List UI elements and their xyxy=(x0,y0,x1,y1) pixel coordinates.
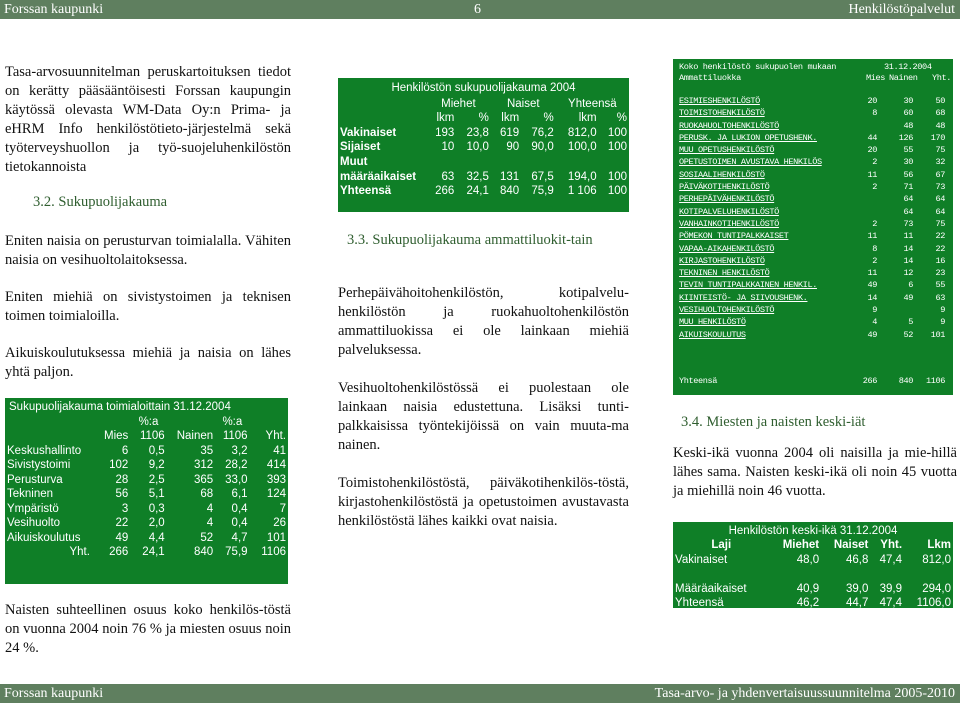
table-cell: 12 xyxy=(903,268,913,279)
table-cell: 14 xyxy=(903,243,913,254)
table-cell: 4,4 xyxy=(148,531,165,544)
staff-gender-2004-table xyxy=(338,78,629,212)
table-cell: 100 xyxy=(607,141,627,154)
section-heading-3-3: 3.3. Sukupuolijakauma ammattiluokit-tain xyxy=(347,232,593,248)
table-cell: Ympäristö xyxy=(7,502,59,515)
table-cell: 73 xyxy=(903,218,913,229)
table-row xyxy=(679,169,945,181)
table-cell: 194,0 xyxy=(567,170,597,183)
table-cell: 48 xyxy=(903,120,913,131)
table-cell: 414 xyxy=(266,459,286,471)
table-cell: 23 xyxy=(935,268,945,279)
occupation-label: PÄIVÄKOTIHENKILÖSTÖ xyxy=(679,182,770,193)
table-cell xyxy=(456,155,491,170)
occupation-label: SOSIAALIHENKILÖSTÖ xyxy=(679,169,765,180)
table-cell: 28 xyxy=(115,473,129,486)
table-date: 31.12.2004 xyxy=(884,62,932,72)
page-footer xyxy=(0,684,960,703)
table-row xyxy=(338,155,629,170)
table-cell: 6 xyxy=(121,444,129,457)
table-cell: Vakinaiset xyxy=(675,553,728,566)
occupation-label: ESIMIESHENKILÖSTÖ xyxy=(679,96,760,106)
table-cell: 6,1 xyxy=(231,488,248,500)
table-row xyxy=(679,218,945,230)
column-header xyxy=(338,111,426,126)
table-row xyxy=(679,144,945,156)
paragraph-most-men: Eniten miehiä on sivistystoimen ja teknisen toimen toimialoilla. xyxy=(5,289,291,324)
table-cell: 5 xyxy=(908,317,913,328)
table-cell: 22 xyxy=(115,517,129,529)
table-cell: 11 xyxy=(867,268,877,279)
table-cell xyxy=(556,155,599,170)
table-cell: 266 xyxy=(109,546,129,558)
table-cell: 20 xyxy=(867,145,877,156)
occupation-label: KOTIPALVELUHENKILÖSTÖ xyxy=(679,206,779,217)
footer-left: Forssan kaupunki xyxy=(4,686,104,701)
col-header-mies: Mies xyxy=(866,73,886,83)
table-cell: 24,1 xyxy=(142,546,165,558)
table-cell: 2,0 xyxy=(148,517,165,529)
table-cell: määräaikaiset xyxy=(340,170,417,183)
paragraph-mostly-women: Toimistohenkilöstöstä, päiväkotihenkilös-töstä, kirjastohenkilöstöstä ja opetustoimen avustavasta henkilöstöstä lähes kaikki ovat naisia. xyxy=(338,475,629,529)
table-cell: 64 xyxy=(935,206,945,217)
table-row xyxy=(5,516,288,531)
table-cell: 49 xyxy=(867,329,877,340)
table-cell: 32,5 xyxy=(466,170,489,183)
column-header: Naiset xyxy=(506,97,540,110)
table-header-row xyxy=(338,97,629,112)
table-row xyxy=(679,132,945,144)
table-cell: 68 xyxy=(935,108,945,119)
page-number: 6 xyxy=(474,2,481,17)
table-cell: 14 xyxy=(903,255,913,266)
table-cell: 7 xyxy=(279,502,286,515)
column-header: Naiset xyxy=(833,539,869,552)
table-cell: 5,1 xyxy=(148,488,165,500)
table-cell: 50 xyxy=(935,96,945,106)
paragraph-no-men: Perhepäivähoitohenkilöstön, kotipalvelu-henkilöstön ja ruokahuoltohenkilöstön ammattiluokissa ei ole lainkaan miehiä palveluksessa. xyxy=(338,285,629,358)
occupation-label: VESIHUOLTOHENKILÖSTÖ xyxy=(679,305,775,316)
table-cell: 619 xyxy=(500,126,520,139)
table-cell: 14 xyxy=(867,292,877,303)
occupation-label: VAPAA-AIKAHENKILÖSTÖ xyxy=(679,243,775,254)
table-cell: 46,2 xyxy=(796,597,820,610)
table-header-row xyxy=(338,111,629,126)
occupation-label: MUU HENKILÖSTÖ xyxy=(679,317,746,328)
table-row xyxy=(679,292,945,304)
table-cell: 1 106 xyxy=(567,185,597,198)
column-header xyxy=(250,415,288,430)
table-cell: 47,4 xyxy=(879,553,903,566)
table-row xyxy=(5,444,288,459)
table-cell: 67 xyxy=(935,169,945,180)
occupation-label: KIRJASTOHENKILÖSTÖ xyxy=(679,255,765,266)
table-cell xyxy=(599,155,629,170)
table-total-row xyxy=(5,545,288,560)
table-cell: 193 xyxy=(435,126,455,139)
table-cell: 101 xyxy=(930,329,945,340)
table-cell: 90,0 xyxy=(531,141,554,154)
table-cell: 10,0 xyxy=(466,141,489,154)
table-header-row xyxy=(5,429,288,444)
table-cell: 52 xyxy=(903,329,913,340)
table-cell: 30 xyxy=(903,96,913,106)
table-cell: 100 xyxy=(607,126,627,139)
column-header xyxy=(92,415,130,430)
table-cell: 28,2 xyxy=(225,459,248,471)
table-cell: 266 xyxy=(435,185,455,198)
table-cell: 393 xyxy=(266,473,286,486)
header-right: Henkilöstöpalvelut xyxy=(848,2,955,17)
table-row xyxy=(338,184,629,199)
table-title: Henkilöstön sukupuolijakauma 2004 xyxy=(391,82,576,94)
table-cell: 41 xyxy=(273,444,286,457)
occupation-label: VANHAINKOTIHENKILÖSTÖ xyxy=(679,218,779,229)
table-cell: 44 xyxy=(867,132,877,143)
table-cell: 33,0 xyxy=(225,473,248,486)
table-cell: Yht. xyxy=(69,546,90,558)
footer-right: Tasa-arvo- ja yhdenvertaisuussuunnitelma 2005-2010 xyxy=(654,686,955,701)
table-cell: 11 xyxy=(867,169,877,180)
table-cell: 0,4 xyxy=(231,517,248,529)
table-cell: 124 xyxy=(266,488,286,500)
table-row xyxy=(679,156,945,168)
table-cell: 0,4 xyxy=(231,502,248,515)
table-cell: 131 xyxy=(500,170,520,183)
column-header: Lkm xyxy=(927,539,951,552)
table-row xyxy=(679,255,945,267)
table-row xyxy=(338,140,629,155)
table-row xyxy=(679,95,945,107)
column-header: %:a xyxy=(138,415,159,428)
table-cell: Vesihuolto xyxy=(7,517,61,529)
table-cell: 8 xyxy=(872,243,877,254)
table-row xyxy=(673,596,953,610)
column-header: Mies xyxy=(104,430,129,442)
spacer-row xyxy=(673,567,953,581)
table-cell: Sivistystoimi xyxy=(7,459,71,471)
table-row xyxy=(338,170,629,185)
paragraph-average-age: Keski-ikä vuonna 2004 oli naisilla ja mie-hillä lähes sama. Naisten keski-ikä oli noin 45 vuotta ja miehillä noin 46 vuotta. xyxy=(673,445,957,499)
occupation-label: OPETUSTOIMEN AVUSTAVA HENKILÖS xyxy=(679,157,822,168)
section-heading-3-2: 3.2. Sukupuolijakauma xyxy=(33,194,168,210)
table-cell: 9,2 xyxy=(148,459,165,471)
table-cell: 22 xyxy=(935,243,945,254)
table-row xyxy=(679,230,945,242)
table-cell xyxy=(521,155,556,170)
table-row xyxy=(5,502,288,517)
table-cell: Yhteensä xyxy=(340,185,392,198)
table-cell: 294,0 xyxy=(922,582,951,595)
table-cell: 64 xyxy=(903,194,913,205)
table-cell: 1106,0 xyxy=(916,597,951,610)
table-row xyxy=(5,487,288,502)
column-header: Yhteensä xyxy=(568,97,617,110)
table-cell: Keskushallinto xyxy=(7,444,82,457)
column-header: % xyxy=(478,112,489,125)
paragraph-most-women: Eniten naisia on perusturvan toimialalla. Vähiten naisia on vesihuoltolaitoksessa. xyxy=(5,233,291,268)
average-age-table xyxy=(673,522,953,608)
table-cell: 2 xyxy=(872,255,877,266)
table-cell: 75,9 xyxy=(531,185,554,198)
column-header: % xyxy=(543,112,554,125)
occupation-label: PÖMEKON TUNTIPALKKAISET xyxy=(679,231,789,242)
column-header: %:a xyxy=(222,415,243,428)
table-title: Koko henkilöstö sukupuolen mukaan xyxy=(679,62,836,72)
occupation-label: PERHEPÄIVÄHENKILÖSTÖ xyxy=(679,194,775,205)
table-row xyxy=(5,473,288,488)
column-header xyxy=(5,415,92,430)
table-row xyxy=(679,107,945,119)
col-header-nainen: Nainen xyxy=(889,73,918,83)
column-header xyxy=(338,97,426,112)
table-cell: Aikuiskoulutus xyxy=(7,531,81,544)
table-cell: 812,0 xyxy=(922,553,951,566)
column-header: 1106 xyxy=(139,430,165,442)
table-cell: 55 xyxy=(935,280,945,291)
table-cell: 4 xyxy=(206,502,214,515)
table-cell: 75 xyxy=(935,145,945,156)
occupation-label: RUOKAHUOLTOHENKILÖSTÖ xyxy=(679,120,779,131)
column-header xyxy=(167,415,216,430)
paragraph-no-women: Vesihuoltohenkilöstössä ei puolestaan ole lainkaan naisia edustettuna. Lisäksi tunti-palkkaisissa työntekijöissä on vain muuta-ma nainen. xyxy=(338,380,629,453)
table-cell: 63 xyxy=(441,170,455,183)
paragraph-adult-education: Aikuiskoulutuksessa miehiä ja naisia on lähes yhtä paljon. xyxy=(5,345,291,380)
occupation-label: MUU OPETUSHENKILÖSTÖ xyxy=(679,145,775,156)
table-row xyxy=(338,126,629,141)
table-cell: 90 xyxy=(506,141,520,154)
table-cell: Perusturva xyxy=(7,473,63,486)
page-header xyxy=(0,0,960,19)
table-cell: 64 xyxy=(903,206,913,217)
table-cell: Sijaiset xyxy=(340,141,381,154)
table-total-row: Yhteensä 266 840 1106 xyxy=(679,376,945,386)
column-header: lkm xyxy=(436,112,455,125)
table-row xyxy=(679,329,945,341)
table-cell: 48,0 xyxy=(796,553,820,566)
table-cell: 100 xyxy=(607,185,627,198)
table-row xyxy=(679,193,945,205)
table-row xyxy=(673,553,953,567)
column-header: Yht. xyxy=(265,430,286,442)
col-header-yht: Yht. xyxy=(932,73,952,83)
table-cell: 170 xyxy=(930,132,945,143)
table-cell: Muut xyxy=(340,155,368,168)
column-header: lkm xyxy=(578,112,597,125)
table-cell: 46,8 xyxy=(845,553,869,566)
table-row xyxy=(5,458,288,473)
column-header: Miehet xyxy=(441,97,476,110)
column-header xyxy=(5,429,92,444)
table-row xyxy=(679,206,945,218)
table-row xyxy=(679,316,945,328)
table-row xyxy=(679,267,945,279)
column-header: Nainen xyxy=(176,430,214,442)
column-header: lkm xyxy=(501,112,520,125)
table-cell: 49 xyxy=(115,531,129,544)
paragraph-women-share: Naisten suhteellinen osuus koko henkilös-töstä on vuonna 2004 noin 76 % ja miesten osuus noin 24 %. xyxy=(5,602,291,656)
column-header: % xyxy=(616,112,627,125)
table-cell: 312 xyxy=(194,459,214,471)
table-cell: 52 xyxy=(200,531,214,544)
table-cell xyxy=(491,155,521,170)
section-heading-3-4: 3.4. Miesten ja naisten keski-iät xyxy=(681,414,866,430)
table-cell: 75,9 xyxy=(225,546,248,558)
table-cell: Määräaikaiset xyxy=(675,582,747,595)
table-cell: 0,3 xyxy=(148,502,165,515)
table-cell: 101 xyxy=(266,531,286,544)
table-cell: 35 xyxy=(200,444,214,457)
table-cell: 840 xyxy=(500,185,520,198)
table-cell: 76,2 xyxy=(531,126,554,139)
table-header-row xyxy=(673,538,953,552)
table-cell: 9 xyxy=(940,305,945,316)
table-cell: 840 xyxy=(194,546,214,558)
table-header-row xyxy=(5,415,288,430)
header-left: Forssan kaupunki xyxy=(4,2,104,17)
table-row xyxy=(679,304,945,316)
table-row xyxy=(679,120,945,132)
table-cell: Yhteensä xyxy=(675,597,724,610)
table-cell: 365 xyxy=(194,473,214,486)
table-cell: 16 xyxy=(935,255,945,266)
table-cell: 2 xyxy=(872,218,877,229)
table-cell: 73 xyxy=(935,182,945,193)
table-cell: 49 xyxy=(903,292,913,303)
table-cell: 39,9 xyxy=(879,582,903,595)
table-cell: 68 xyxy=(200,488,214,500)
table-cell xyxy=(426,155,456,170)
occupation-label: TOIMISTOHENKILÖSTÖ xyxy=(679,108,765,119)
table-cell: 102 xyxy=(109,459,129,471)
occupation-label: PERUSK. JA LUKION OPETUSHENK. xyxy=(679,132,817,143)
table-cell: 30 xyxy=(903,157,913,168)
table-cell: 44,7 xyxy=(845,597,869,610)
table-cell: 49 xyxy=(867,280,877,291)
table-cell: 4 xyxy=(206,517,214,529)
table-cell: 8 xyxy=(872,108,877,119)
occupation-label: AIKUISKOULUTUS xyxy=(679,329,746,340)
table-cell: 60 xyxy=(903,108,913,119)
table-cell: 4,7 xyxy=(231,531,248,544)
column-header: Yht. xyxy=(880,539,903,552)
table-cell: 63 xyxy=(935,292,945,303)
table-cell: 71 xyxy=(903,182,913,193)
table-cell: 0,5 xyxy=(148,444,165,457)
table-cell: 126 xyxy=(898,132,913,143)
table-row xyxy=(679,279,945,291)
table-cell: 1106 xyxy=(261,546,286,558)
table-cell: 2 xyxy=(872,182,877,193)
gender-by-sector-table xyxy=(5,398,288,584)
table-cell: 9 xyxy=(872,305,877,316)
table-row xyxy=(5,531,288,546)
table-cell: 9 xyxy=(940,317,945,328)
table-cell: 67,5 xyxy=(531,170,554,183)
table-row xyxy=(679,181,945,193)
table-cell: 3,2 xyxy=(231,444,248,457)
table-cell: 40,9 xyxy=(796,582,820,595)
table-cell: 64 xyxy=(935,194,945,205)
table-cell: 32 xyxy=(935,157,945,168)
table-cell: 10 xyxy=(441,141,455,154)
table-cell: 55 xyxy=(903,145,913,156)
table-row xyxy=(673,582,953,596)
table-cell: 75 xyxy=(935,218,945,229)
table-title: Sukupuolijakauma toimialoittain 31.12.2004 xyxy=(9,401,231,413)
table-cell: 2 xyxy=(872,157,877,168)
table-cell: 100 xyxy=(607,170,627,183)
table-subtitle: Ammattiluokka xyxy=(679,73,741,83)
column-header: Miehet xyxy=(782,539,820,552)
table-cell: 6 xyxy=(908,280,913,291)
table-cell: 11 xyxy=(867,231,877,242)
table-cell: 47,4 xyxy=(879,597,903,610)
table-cell: 20 xyxy=(867,96,877,106)
occupation-label: TEVIN TUNTIPALKKAINEN HENKIL. xyxy=(679,280,817,291)
table-cell: 2,5 xyxy=(148,473,165,486)
table-cell: 26 xyxy=(273,517,286,529)
table-cell: 4 xyxy=(872,317,877,328)
table-cell: 812,0 xyxy=(567,126,597,139)
column-header: 1106 xyxy=(222,430,248,442)
intro-paragraph: Tasa-arvosuunnitelman peruskartoituksen tiedot on kerätty pääsääntöisesti Forssan kaupungin käytössä olevasta WM-Data Oy:n Prima- ja eHRM Info henkilöstötieto-järjestelmä sekä työterveyshuollon ja työ-suojeluhenkilöstön tietokannoista xyxy=(5,64,291,175)
occupation-label: KIINTEISTÖ- JA SIIVOUSHENK. xyxy=(679,292,808,303)
table-cell: 23,8 xyxy=(466,126,489,139)
table-cell: 39,0 xyxy=(845,582,869,595)
table-cell: Vakinaiset xyxy=(340,126,397,139)
table-cell: 56 xyxy=(903,169,913,180)
table-cell: 100,0 xyxy=(567,141,597,154)
column-header: Laji xyxy=(711,539,732,552)
table-cell: 11 xyxy=(903,231,913,242)
table-title: Henkilöstön keski-ikä 31.12.2004 xyxy=(728,525,898,537)
table-cell: 3 xyxy=(121,502,129,515)
table-cell: 48 xyxy=(935,120,945,131)
occupational-group-table xyxy=(673,59,953,395)
table-cell: 24,1 xyxy=(466,185,489,198)
occupation-label: TEKNINEN HENKILÖSTÖ xyxy=(679,268,770,279)
table-row xyxy=(679,243,945,255)
table-cell: 56 xyxy=(115,488,129,500)
table-cell: 22 xyxy=(935,231,945,242)
table-cell: Tekninen xyxy=(7,488,54,500)
